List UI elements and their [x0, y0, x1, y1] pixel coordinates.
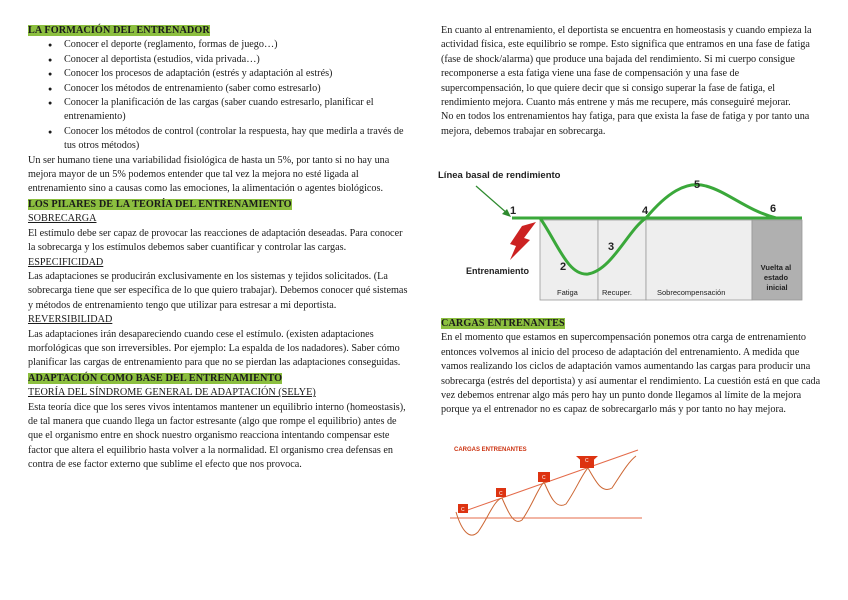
paragraph-especificidad: Las adaptaciones se producirán exclusivamente en los sistemas y tejidos solicitados. (La sobrecarga tiene que ser específica de lo que quiero trabajar). Debemos conocer qué sistemas y métodos de entrenamiento tengo que utilizar para estresar a mi deportista. [28, 270, 408, 311]
marker-label: C [461, 507, 465, 513]
list-item: ● Conocer los métodos de entrenamiento (saber como estresarlo) [64, 82, 412, 96]
paragraph-sobrecarga: El estímulo debe ser capaz de provocar las reacciones de adaptación deseadas. Para conocer la sobrecarga y los estímulos debemos saber cuantificar y controlar las cargas. [28, 227, 403, 254]
paragraph-homeostasis: En cuanto al entrenamiento, el deportista se encuentra en homeostasis y cuando empieza la actividad física, este equilibrio se rompe. Esto significa que entramos en una fase de fatiga (fase de shock/alarma) que produce una bajada del rendimiento. Si mi cuerpo consigue recomponerse a esta fatiga viene una fase de compensación y una fase de supercompensación, lo que quiere decir que si consigo superar la fase de fatiga, el rendimiento mejora. Cuanto más entrene y más me recupere, más conseguiré mejorar. [441, 25, 812, 109]
cargas-chart-title: CARGAS ENTRENANTES [454, 447, 527, 453]
marker-2 [496, 488, 506, 497]
point-2: 2 [560, 261, 567, 273]
point-3: 3 [608, 241, 615, 253]
phase-label-recuperacion: Recuper. [602, 288, 633, 297]
point-4: 4 [642, 205, 649, 217]
list-item: ● Conocer el deporte (reglamento, formas de juego…) [64, 38, 412, 52]
training-label: Entrenamiento [466, 266, 530, 276]
paragraph-variabilidad: Un ser humano tiene una variabilidad fisiológica de hasta un 5%, por tanto si no hay una mejora mayor de un 5% podemos entender que tal vez la mejora no esté ligada al entrenamiento sino a causas como las emociones, la alimentación o agentes biológicos. [28, 154, 390, 195]
paragraph-selye: Esta teoría dice que los seres vivos intentamos mantener un equilibrio interno (homeostasis), de tal manera que cuando llega un factor estresante (algo que rompe el equilibrio) antes de que el organismo entre en shock nuestro organismo reacciona intentando compensar este factor que altera el equilibrio hasta volver a la normalidad. El organismo crea defensas en contra de ese factor externo que sublime el efecto que nos provoca. [28, 401, 406, 471]
marker-label: C [542, 475, 546, 481]
lightning-bolt-icon [510, 222, 536, 260]
subheading-reversibilidad: REVERSIBILIDAD [28, 314, 113, 326]
phase-label-fatiga: Fatiga [557, 288, 578, 297]
baseline-arrow [476, 186, 508, 214]
subheading-sobrecarga: SOBRECARGA [28, 213, 97, 225]
point-1: 1 [510, 205, 517, 217]
marker-3 [538, 472, 550, 482]
marker-label: C [499, 491, 503, 497]
cargas-section [441, 317, 821, 418]
list-item: ● Conocer los métodos de control (controlar la respuesta, hay que medirla a través de tus otros métodos) [64, 125, 412, 154]
point-6: 6 [770, 203, 777, 215]
bullet-list [28, 38, 412, 153]
paragraph-reversibilidad: Las adaptaciones irán desapareciendo cuando cese el estímulo. (existen adaptaciones morfológicas que son irreversibles. Por ejemplo: La espalda de los nadadores). Saber cómo planificar las cargas de entrenamiento para que no se pierdan las adaptaciones conseguidas. [28, 328, 401, 369]
marker-label: C [585, 458, 589, 464]
phase-label-sobrecompensacion: Sobrecompensación [657, 288, 726, 297]
list-item: ● Conocer al deportista (estudios, vida privada…) [64, 53, 412, 67]
paragraph-sobrecarga-fatiga: No en todos los entrenamientos hay fatiga, para que exista la fase de fatiga y por tanto una mejora, debemos trabajar en sobrecarga. [441, 111, 810, 137]
heading-pilares: LOS PILARES DE LA TEORÍA DEL ENTRENAMIENTO [28, 198, 292, 210]
heading-cargas: CARGAS ENTRENANTES [441, 318, 565, 329]
heading-formacion: LA FORMACIÓN DEL ENTRENADOR [28, 25, 210, 36]
point-5: 5 [694, 179, 701, 191]
heading-adaptacion: ADAPTACIÓN COMO BASE DEL ENTRENAMIENTO [28, 372, 283, 384]
paragraph-cargas: En el momento que estamos en supercompensación ponemos otra carga de entrenamiento entonces volvemos al inicio del proceso de adaptación del entrenamiento. A medida que vamos realizando los ciclos de adaptación vamos aumentando las cargas para producir una sobrecarga (estrés del deportista) y así aumentar el rendimiento. La cuestión está en que cada vez debemos entrenar algo más pero hay un punto donde llegamos al límite de la mejora porque ya el entrenador no es capaz de sobrecargarlo más y por tanto no hay mejora. [441, 332, 821, 416]
list-item: ● Conocer la planificación de las cargas (saber cuando estresarlo, planificar el entrenamiento) [64, 96, 412, 125]
adaptation-diagram [436, 164, 816, 304]
phase-label-vuelta: Vuelta al estado inicial [760, 263, 792, 292]
cargas-chart [448, 440, 644, 544]
subheading-selye: TEORÍA DEL SÍNDROME GENERAL DE ADAPTACIÓN (SELYE) [28, 387, 316, 399]
marker-1 [458, 504, 468, 513]
chart-frame [448, 440, 644, 544]
left-column [28, 24, 412, 473]
subheading-especificidad: ESPECIFICIDAD [28, 256, 104, 268]
list-item: ● Conocer los procesos de adaptación (estrés y adaptación al estrés) [64, 67, 412, 81]
right-column [441, 24, 821, 139]
baseline-label: Línea basal de rendimiento [438, 170, 561, 181]
